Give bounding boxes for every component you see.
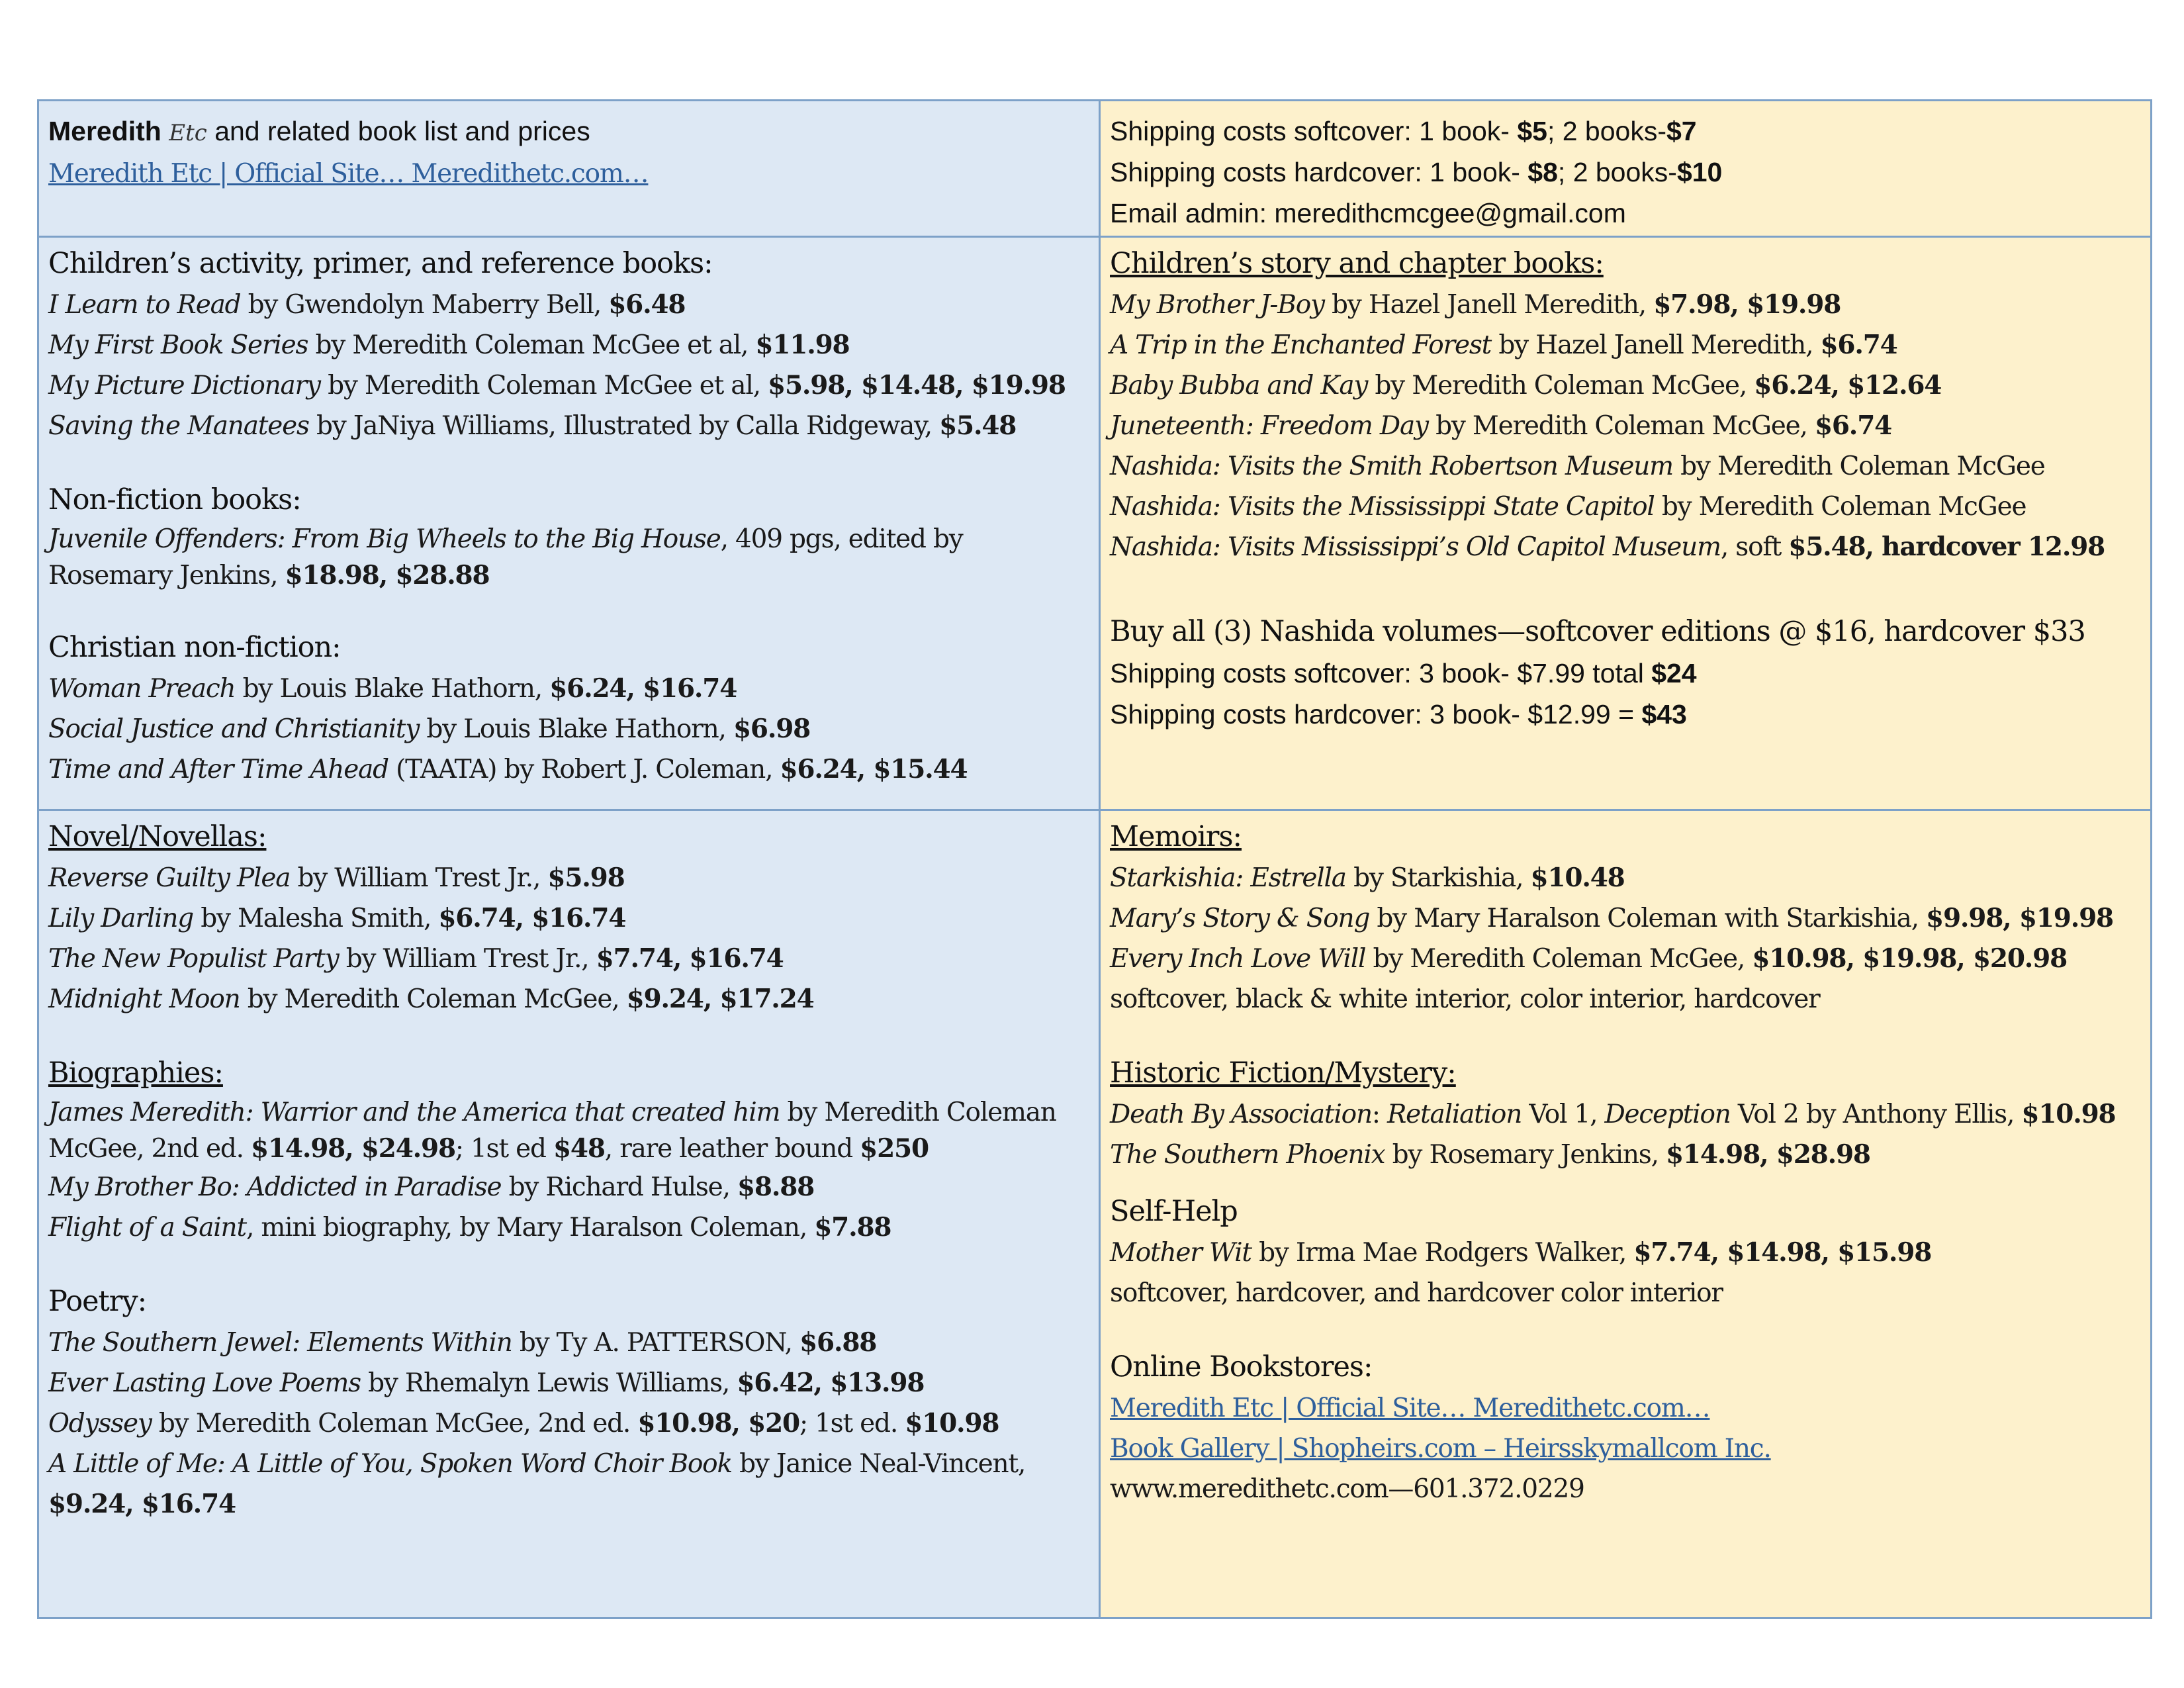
book-price: $5.48: [939, 410, 1017, 441]
spacer: [1110, 1313, 2141, 1346]
book-title: The New Populist Party: [48, 944, 339, 974]
book-price: $10.98, $20: [637, 1408, 799, 1438]
book-price: $6.24, $12.64: [1754, 370, 1942, 400]
bundle-shipping-hard: [1110, 694, 2141, 735]
bundle-hard-total: $43: [1641, 699, 1687, 729]
book-price: $5.48, hardcover 12.98: [1788, 532, 2105, 562]
book-title: Nashida: Visits the Mississippi State Capitol: [1110, 492, 1655, 522]
book-details: by William Trest Jr.,: [290, 863, 548, 893]
book-gallery-link[interactable]: Book Gallery | Shopheirs.com – Heirsskymallcom Inc.: [1110, 1434, 1771, 1464]
book-title: Retaliation: [1387, 1100, 1522, 1129]
book-details: by Janice Neal-Vincent,: [731, 1449, 1026, 1479]
book-title: Nashida: Visits Mississippi’s Old Capitol Museum: [1110, 532, 1721, 562]
book-details: by Hazel Janell Meredith,: [1491, 330, 1821, 360]
list-item: [48, 939, 1089, 979]
shipping-hard-price-2: $10: [1676, 157, 1723, 187]
book-price: $11.98: [755, 330, 850, 360]
book-title: My Brother J-Boy: [1110, 290, 1324, 320]
section-heading: Memoirs:: [1110, 820, 1242, 853]
book-price: $7.88: [814, 1212, 891, 1243]
book-price: $9.98, $19.98: [1926, 903, 2113, 933]
section-heading: Biographies:: [48, 1056, 223, 1090]
book-price: $7.74, $16.74: [596, 943, 784, 974]
bundle-soft-label: Shipping costs softcover: 3 book- $7.99 total: [1110, 658, 1652, 688]
list-item: [1110, 365, 2141, 406]
shipping-softcover: [1110, 111, 2141, 152]
book-title: Flight of a Saint: [48, 1213, 246, 1243]
list-item: [1110, 487, 2141, 527]
section-heading: Self-Help: [1110, 1195, 1238, 1228]
book-price: $7.98, $19.98: [1653, 289, 1841, 320]
list-item: [48, 325, 1089, 365]
header-cell: [39, 101, 1101, 238]
section-heading: Children’s activity, primer, and reference books:: [48, 247, 713, 280]
book-details: by Hazel Janell Meredith,: [1324, 290, 1654, 320]
book-price: $5.98, $14.48, $19.98: [768, 370, 1066, 400]
list-item: [48, 1444, 1089, 1484]
list-item: [1110, 406, 2141, 446]
book-price: $6.48: [608, 289, 686, 320]
book-details: , soft: [1720, 532, 1789, 562]
book-title: Death By Association: [1110, 1100, 1372, 1129]
book-title: Juvenile Offenders: From Big Wheels to the Big House: [48, 524, 721, 554]
spacer: [48, 446, 1089, 479]
spacer: [48, 1019, 1089, 1053]
book-title: James Meredith: Warrior and the America that created him: [48, 1098, 780, 1127]
list-item: [48, 709, 1089, 749]
book-price: $6.74: [1814, 410, 1892, 441]
book-title: Baby Bubba and Kay: [1110, 371, 1368, 400]
book-price: $14.98, $28.98: [1665, 1139, 1870, 1170]
book-title: Lily Darling: [48, 904, 194, 933]
book-price: $18.98, $28.88: [285, 560, 490, 590]
book-price: $10.98: [905, 1408, 999, 1438]
spacer: [48, 1248, 1089, 1281]
table-row: [39, 238, 2150, 811]
list-item: [48, 1207, 1089, 1248]
shipping-hard-mid: ; 2 books-: [1557, 157, 1677, 187]
list-item: [48, 1363, 1089, 1403]
list-item: [48, 669, 1089, 709]
list-item: [1110, 939, 2141, 979]
book-details: by Meredith Coleman McGee,: [1367, 371, 1754, 400]
book-title: Odyssey: [48, 1409, 152, 1438]
section-heading: Non-fiction books:: [48, 483, 301, 516]
brand-name: Meredith: [48, 116, 161, 146]
book-title: Every Inch Love Will: [1110, 944, 1366, 974]
book-title: Time and After Time Ahead: [48, 755, 388, 784]
book-details: by Rosemary Jenkins,: [1385, 1140, 1666, 1170]
book-details: by Meredith Coleman McGee,: [1365, 944, 1752, 974]
book-price: $5.98: [547, 863, 625, 893]
list-item: [1110, 325, 2141, 365]
book-title: My Brother Bo: Addicted in Paradise: [48, 1172, 502, 1202]
title-rest: and related book list and prices: [206, 116, 590, 146]
book-details: (TAATA) by Robert J. Coleman,: [388, 755, 780, 784]
book-title: Mary’s Story & Song: [1110, 904, 1370, 933]
book-details: by Rhemalyn Lewis Williams,: [360, 1368, 737, 1398]
book-title: Mother Wit: [1110, 1238, 1251, 1268]
book-details: by Meredith Coleman McGee,: [240, 984, 627, 1014]
book-price: $48: [553, 1133, 605, 1164]
format-note: softcover, hardcover, and hardcover color interior: [1110, 1278, 1723, 1308]
book-details: by Meredith Coleman McGee et al,: [308, 330, 756, 360]
book-details: by Meredith Coleman McGee: [1654, 492, 2026, 522]
book-price: $6.74: [1820, 330, 1897, 360]
section-heading: Online Bookstores:: [1110, 1350, 1373, 1383]
book-price: $250: [860, 1133, 929, 1164]
book-title: Juneteenth: Freedom Day: [1110, 411, 1428, 441]
list-item: [1110, 898, 2141, 939]
book-details: ; 1st ed.: [799, 1409, 905, 1438]
book-price: $10.98, $19.98, $20.98: [1752, 943, 2067, 974]
list-item: [1110, 1135, 2141, 1175]
site-link-row: [48, 154, 1089, 194]
book-price: $8.88: [737, 1172, 815, 1202]
section-heading: Children’s story and chapter books:: [1110, 247, 1604, 280]
book-details: by Meredith Coleman McGee: [1672, 451, 2045, 481]
book-price: $6.88: [799, 1327, 877, 1358]
book-title: The Southern Phoenix: [1110, 1140, 1385, 1170]
book-title: Nashida: Visits the Smith Robertson Museum: [1110, 451, 1673, 481]
book-price: $14.98, $24.98: [251, 1133, 455, 1164]
book-title: A Trip in the Enchanted Forest: [1110, 330, 1492, 360]
book-details: , rare leather bound: [604, 1134, 860, 1164]
book-details: Vol 2 by Anthony Ellis,: [1730, 1100, 2022, 1129]
book-details: , mini biography, by Mary Haralson Coleman,: [246, 1213, 815, 1243]
book-details: by Louis Blake Hathorn,: [235, 674, 550, 704]
book-price: $10.48: [1530, 863, 1625, 893]
list-item: [1110, 1388, 2141, 1429]
list-item: [48, 1094, 1081, 1167]
list-item: [48, 521, 1081, 594]
book-details: :: [1371, 1100, 1388, 1129]
list-item: [48, 406, 1089, 446]
book-details: by Gwendolyn Maberry Bell,: [240, 290, 609, 320]
list-item: [48, 749, 1089, 790]
book-details: by Irma Mae Rodgers Walker,: [1251, 1238, 1634, 1268]
book-price: $6.74, $16.74: [438, 903, 626, 933]
book-details: by Starkishia,: [1345, 863, 1531, 893]
bundle-shipping-soft: [1110, 653, 2141, 694]
admin-email: Email admin: meredithcmcgee@gmail.com: [1110, 198, 1626, 228]
page-title: [48, 111, 1089, 154]
section-heading: Historic Fiction/Mystery:: [1110, 1056, 1456, 1090]
fiction-cell: [39, 811, 1101, 1617]
book-price: $7.74, $14.98, $15.98: [1633, 1237, 1932, 1268]
list-item: [48, 1403, 1089, 1444]
list-item: [1110, 446, 2141, 487]
book-details: by Ty A. PATTERSON,: [512, 1328, 800, 1358]
section-heading: Christian non-fiction:: [48, 631, 341, 664]
book-details: Vol 1,: [1522, 1100, 1605, 1129]
book-price: $6.98: [733, 714, 811, 744]
nonfiction-cell: [39, 238, 1101, 811]
shipping-hardcover: [1110, 152, 2141, 193]
shipping-hard-label: Shipping costs hardcover: 1 book-: [1110, 157, 1528, 187]
format-note: softcover, black & white interior, color interior, hardcover: [1110, 984, 1820, 1014]
shipping-hard-price-1: $8: [1527, 157, 1558, 187]
list-item: [48, 365, 1089, 406]
list-item: [1110, 1233, 2141, 1273]
list-item: [48, 979, 1089, 1019]
shipping-soft-price-2: $7: [1666, 116, 1697, 146]
list-item: [1110, 1094, 2141, 1135]
book-title: Social Justice and Christianity: [48, 714, 420, 744]
list-item: [48, 1323, 1089, 1363]
book-details: , 409 pgs, edited by Rosemary Jenkins,: [48, 524, 963, 590]
book-title: Deception: [1604, 1100, 1731, 1129]
book-title: My Picture Dictionary: [48, 371, 320, 400]
etc-logo: Etc: [169, 120, 207, 146]
book-details: ; 1st ed: [455, 1134, 553, 1164]
book-title: Starkishia: Estrella: [1110, 863, 1346, 893]
spacer: [1110, 567, 2141, 611]
book-title: I Learn to Read: [48, 290, 241, 320]
book-price: $10.98: [2021, 1099, 2116, 1129]
section-heading: Novel/Novellas:: [48, 820, 267, 853]
book-title: Reverse Guilty Plea: [48, 863, 291, 893]
bundle-hard-label: Shipping costs hardcover: 3 book- $12.99 =: [1110, 699, 1642, 729]
book-details: by Meredith Coleman McGee et al,: [320, 371, 768, 400]
book-price: $6.42, $13.98: [737, 1368, 925, 1398]
book-price: $6.24, $15.44: [780, 754, 968, 784]
book-details: by JaNiya Williams, Illustrated by Calla Ridgeway,: [308, 411, 940, 441]
memoir-cell: [1101, 811, 2150, 1617]
list-item-continued: [48, 1484, 1089, 1524]
contact-info: www.meredithetc.com—601.372.0229: [1110, 1474, 1584, 1504]
list-item: [1110, 858, 2141, 898]
official-site-link[interactable]: Meredith Etc | Official Site… Meredithetc.com…: [48, 159, 649, 189]
table-row: [39, 811, 2150, 1617]
list-item: [1110, 527, 2141, 567]
table-row: [39, 101, 2150, 238]
book-title: A Little of Me: A Little of You, Spoken Word Choir Book: [48, 1449, 732, 1479]
list-item: [48, 858, 1089, 898]
book-details: by Meredith Coleman McGee,: [1428, 411, 1815, 441]
book-list-table: [37, 99, 2152, 1619]
official-site-link[interactable]: Meredith Etc | Official Site… Meredithetc.com…: [1110, 1393, 1710, 1423]
book-title: The Southern Jewel: Elements Within: [48, 1328, 512, 1358]
list-item: [1110, 1429, 2141, 1469]
spacer: [1110, 1019, 2141, 1053]
book-details: by William Trest Jr.,: [338, 944, 596, 974]
spacer: [48, 594, 1089, 627]
book-details: by Mary Haralson Coleman with Starkishia,: [1369, 904, 1927, 933]
list-item: [48, 898, 1089, 939]
book-title: Saving the Manatees: [48, 411, 309, 441]
childrens-story-cell: [1101, 238, 2150, 811]
book-details: by Richard Hulse,: [501, 1172, 737, 1202]
book-details: by Meredith Coleman McGee, 2nd ed.: [151, 1409, 638, 1438]
list-item: [48, 285, 1089, 325]
book-price: $9.24, $17.24: [626, 984, 814, 1014]
spacer: [1110, 1175, 2141, 1191]
shipping-soft-price-1: $5: [1517, 116, 1547, 146]
shipping-soft-mid: ; 2 books-: [1547, 116, 1666, 146]
shipping-soft-label: Shipping costs softcover: 1 book-: [1110, 116, 1518, 146]
book-title: Woman Preach: [48, 674, 236, 704]
book-details: by Malesha Smith,: [193, 904, 439, 933]
book-price: $6.24, $16.74: [549, 673, 737, 704]
book-title: My First Book Series: [48, 330, 308, 360]
bundle-offer: Buy all (3) Nashida volumes—softcover editions @ $16, hardcover $33: [1110, 615, 2085, 648]
list-item: [48, 1167, 1089, 1207]
book-title: Midnight Moon: [48, 984, 240, 1014]
book-price: $9.24, $16.74: [48, 1489, 236, 1519]
book-details: by Louis Blake Hathorn,: [419, 714, 733, 744]
list-item: [1110, 285, 2141, 325]
book-title: Ever Lasting Love Poems: [48, 1368, 361, 1398]
bundle-soft-total: $24: [1651, 658, 1697, 688]
book-details: by Meredith Coleman McGee, 2nd ed.: [48, 1098, 1056, 1164]
shipping-cell: [1101, 101, 2150, 238]
section-heading: Poetry:: [48, 1285, 147, 1318]
